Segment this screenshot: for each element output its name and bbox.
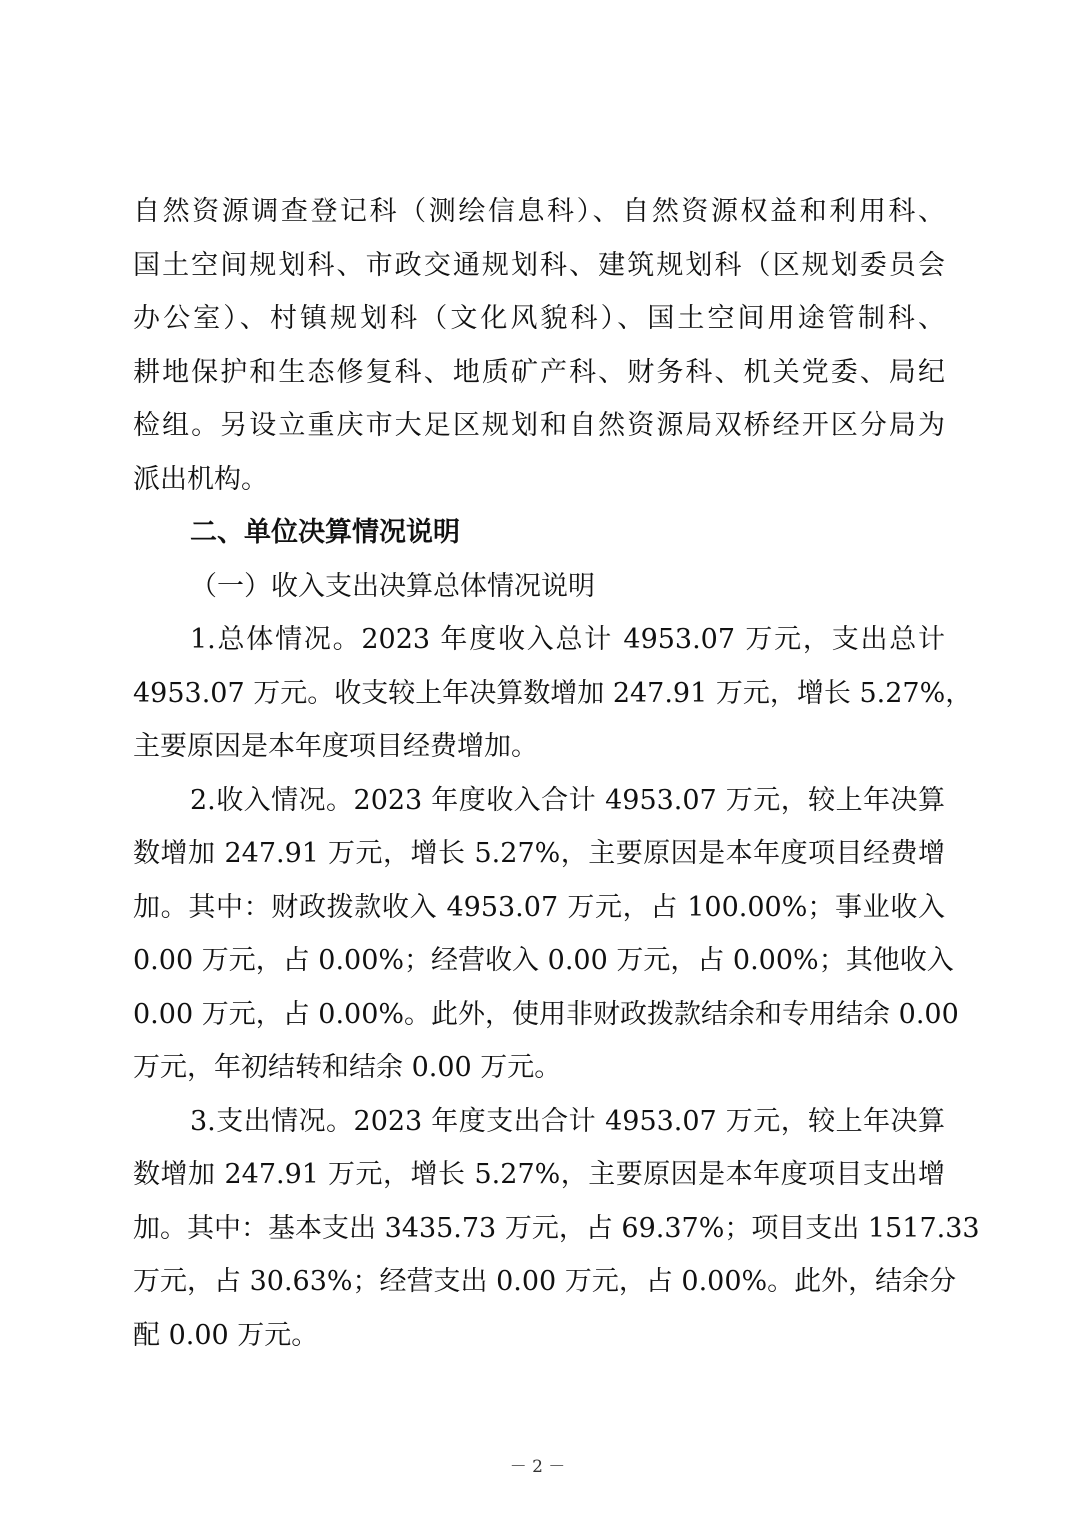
- income-paragraph: [133, 774, 959, 1095]
- paragraph-line: 0.00 万元，占 0.00%；经营收入 0.00 万元，占 0.00%；其他收入: [133, 945, 954, 976]
- intro-line: 派出机构。: [133, 463, 268, 495]
- paragraph-line: 万元，占 30.63%；经营支出 0.00 万元，占 0.00%。此外，结余分: [133, 1266, 957, 1297]
- intro-line: 自然资源调查登记科（测绘信息科）、自然资源权益和利用科、: [133, 196, 945, 227]
- expenditure-paragraph: [133, 1095, 980, 1363]
- intro-line: 检组。另设立重庆市大足区规划和自然资源局双桥经开区分局为: [133, 410, 945, 441]
- document-body: [133, 185, 980, 1362]
- paragraph-line: 2.收入情况。2023 年度收入合计 4953.07 万元，较上年决算: [190, 784, 945, 816]
- paragraph-line: 数增加 247.91 万元，增长 5.27%，主要原因是本年度项目经费增: [133, 838, 945, 869]
- section-heading: 二、单位决算情况说明: [190, 517, 460, 548]
- intro-line: 国土空间规划科、市政交通规划科、建筑规划科（区规划委员会: [133, 249, 945, 281]
- paragraph-line: 1.总体情况。2023 年度收入总计 4953.07 万元，支出总计: [190, 624, 945, 655]
- subsection-heading: （一）收入支出决算总体情况说明: [190, 570, 595, 602]
- paragraph-line: 主要原因是本年度项目经费增加。: [133, 731, 538, 762]
- intro-line: 办公室）、村镇规划科（文化风貌科）、国土空间用途管制科、: [133, 303, 945, 334]
- intro-line: 耕地保护和生态修复科、地质矿产科、财务科、机关党委、局纪: [133, 356, 945, 388]
- paragraph-line: 4953.07 万元。收支较上年决算数增加 247.91 万元，增长 5.27%，: [133, 677, 973, 709]
- intro-paragraph: [133, 185, 945, 506]
- paragraph-line: 0.00 万元，占 0.00%。此外，使用非财政拨款结余和专用结余 0.00: [133, 998, 959, 1030]
- paragraph-line: 万元，年初结转和结余 0.00 万元。: [133, 1052, 562, 1083]
- paragraph-line: 数增加 247.91 万元，增长 5.27%，主要原因是本年度项目支出增: [133, 1159, 945, 1190]
- overall-paragraph: [133, 613, 973, 774]
- paragraph-line: 加。其中：财政拨款收入 4953.07 万元，占 100.00%；事业收入: [133, 891, 945, 923]
- paragraph-line: 加。其中：基本支出 3435.73 万元，占 69.37%；项目支出 1517.33: [133, 1212, 980, 1244]
- page-number: － 2 －: [509, 1457, 566, 1477]
- paragraph-line: 配 0.00 万元。: [133, 1319, 319, 1351]
- paragraph-line: 3.支出情况。2023 年度支出合计 4953.07 万元，较上年决算: [190, 1105, 945, 1137]
